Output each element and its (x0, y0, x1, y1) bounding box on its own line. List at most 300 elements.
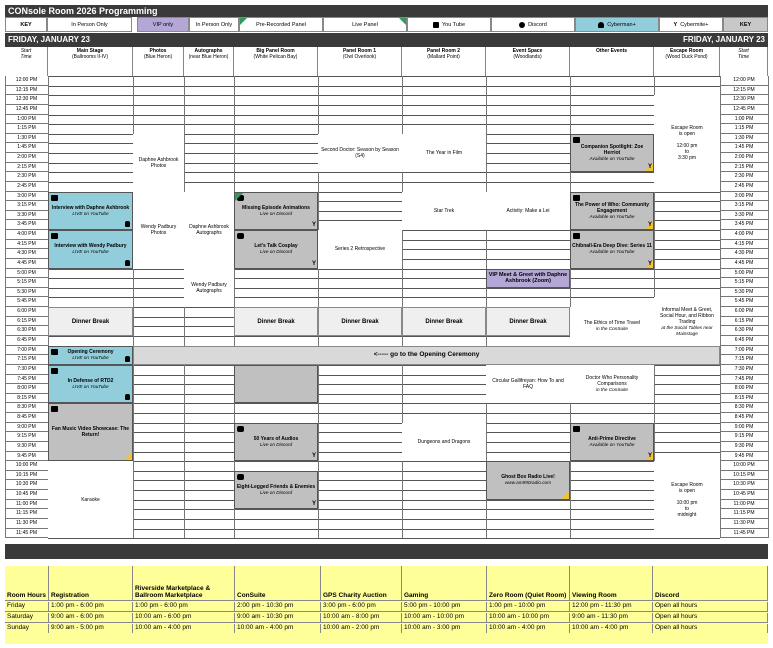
time-label: 6:00 PM (720, 307, 768, 317)
event-title: Karaoke (81, 496, 100, 503)
grid-line (48, 519, 720, 520)
column-header (318, 47, 402, 76)
youtube-icon (51, 406, 58, 412)
key-cell (189, 17, 239, 32)
time-label: 2:00 PM (5, 153, 48, 163)
ev-dinner-4 (234, 307, 318, 336)
time-label: 4:15 PM (5, 240, 48, 250)
hours-cell: 10:00 am - 4:00 pm (570, 624, 653, 633)
hours-cell: 10:00 am - 4:00 pm (487, 624, 570, 633)
day-label-left: FRIDAY, JANUARY 23 (8, 35, 90, 44)
time-label: 7:45 PM (5, 375, 48, 385)
time-label: 1:15 PM (720, 124, 768, 134)
time-label: 9:15 PM (720, 432, 768, 442)
time-label: 5:45 PM (720, 297, 768, 307)
time-label: 8:45 PM (5, 413, 48, 423)
time-label: 11:00 PM (720, 500, 768, 510)
day-bar (5, 33, 768, 47)
hours-cell: 10:00 am - 10:00 pm (487, 613, 570, 622)
key-label: Cyberman+ (607, 21, 636, 28)
grid-line (48, 490, 720, 491)
live-marker-icon (399, 18, 406, 25)
column-header (402, 47, 486, 76)
hours-cell: Sunday (5, 624, 49, 633)
hours-cell: 10:00 am - 8:00 pm (321, 613, 402, 622)
time-label: 2:45 PM (5, 182, 48, 192)
time-label: 1:45 PM (720, 143, 768, 153)
column-header-subtitle: (Mallard Point) (427, 54, 460, 60)
time-label: 6:30 PM (720, 326, 768, 336)
time-label: 3:00 PM (720, 192, 768, 202)
event-title: Daphne Ashbrook Autographs (189, 224, 229, 237)
youtube-icon (573, 137, 580, 143)
time-label: 9:30 PM (720, 442, 768, 452)
event-subtitle: Live on Discord (259, 490, 293, 496)
hours-column-header: Discord (653, 566, 768, 600)
column-header (654, 47, 720, 76)
time-label: 4:15 PM (720, 240, 768, 250)
cyberman-icon (125, 356, 130, 362)
key-cell (491, 17, 575, 32)
time-label: 8:30 PM (720, 403, 768, 413)
time-label: 7:00 PM (720, 346, 768, 356)
event-title: Activity: Make a Lei (506, 207, 550, 214)
column-divider (5, 76, 6, 538)
time-label: 8:15 PM (5, 394, 48, 404)
column-divider (720, 76, 721, 538)
time-label: 9:15 PM (5, 432, 48, 442)
column-header (570, 47, 654, 76)
column-divider (184, 76, 185, 538)
hours-cell: 10:00 am - 2:00 pm (321, 624, 402, 633)
ev-fan-video (48, 403, 133, 461)
ev-dinner-6 (402, 307, 486, 336)
hours-column-header: Registration (49, 566, 133, 600)
time-label: 7:30 PM (720, 365, 768, 375)
ev-dinner-7 (486, 307, 570, 336)
schedule-footer-bar (5, 544, 768, 559)
hours-cell: 9:00 am - 11:30 pm (570, 613, 653, 622)
hours-column-header: ConSuite (235, 566, 321, 600)
discord-icon (237, 474, 244, 480)
grid-line (48, 95, 720, 96)
event-subtitle: LIVE on YouTube (72, 355, 109, 361)
event-title: Escape Room (671, 125, 703, 132)
ev-companion (570, 134, 654, 173)
column-header-subtitle: (near Blue Heron) (188, 54, 229, 60)
event-subtitle: at the Social Tables near Mainstage (661, 324, 713, 336)
cyberman-icon (125, 221, 130, 227)
time-label: 5:45 PM (5, 297, 48, 307)
ev-interview-wendy (48, 230, 133, 269)
hours-cell: 9:00 am - 10:30 pm (235, 613, 321, 622)
cybermite-icon: Y (311, 501, 316, 508)
event-title: Let's Talk Cosplay (254, 243, 298, 250)
key-label: VIP only (152, 21, 174, 28)
column-header-title: Panel Room 2 (426, 48, 461, 54)
hours-cell: Open all hours (653, 613, 768, 622)
time-label: 7:00 PM (5, 346, 48, 356)
time-label: 1:00 PM (720, 115, 768, 125)
column-header-title: Autographs (194, 48, 223, 54)
column-header (133, 47, 184, 76)
event-title: 50 Years of Audios (253, 435, 299, 442)
event-title: The Ethics of Time Travel (583, 320, 641, 327)
hours-cell: 10:00 am - 10:00 pm (402, 613, 487, 622)
event-subtitle: Available on YouTube (589, 156, 635, 162)
event-title: Star Trek (433, 207, 455, 214)
hours-cell: 10:00 am - 4:00 pm (235, 624, 321, 633)
column-header (184, 47, 234, 76)
time-label: 3:15 PM (720, 201, 768, 211)
time-label: 7:15 PM (5, 355, 48, 365)
event-title: Eight-Legged Friends & Enemies (236, 484, 316, 491)
time-label: 12:15 PM (720, 86, 768, 96)
youtube-icon (51, 368, 58, 374)
column-header (486, 47, 570, 76)
column-header (48, 47, 133, 76)
ev-dinner-1 (48, 307, 133, 336)
hours-column-header: Viewing Room (570, 566, 653, 600)
time-label: 4:45 PM (720, 259, 768, 269)
key-cell (137, 17, 189, 32)
event-title: Interview with Wendy Padbury (54, 243, 127, 250)
key-cell (407, 17, 491, 32)
time-label: 3:00 PM (5, 192, 48, 202)
ev-series2 (318, 230, 402, 269)
time-label: 5:15 PM (720, 278, 768, 288)
room-hours-table (5, 566, 768, 644)
event-title: Anti-Prime Directive (588, 435, 636, 442)
time-label: 12:45 PM (5, 105, 48, 115)
event-title: Doctor Who Personality Comparisons (585, 375, 639, 388)
time-label: 8:30 PM (5, 403, 48, 413)
ev-star-trek (402, 192, 486, 231)
ev-chibnall (570, 230, 654, 269)
time-label: 6:00 PM (5, 307, 48, 317)
hours-cell: 5:00 pm - 10:00 pm (402, 602, 487, 611)
event-title: Ghost Box Radio Live! (501, 474, 555, 481)
time-label: 1:45 PM (5, 143, 48, 153)
ev-daphne-photos (133, 134, 184, 192)
column-header-subtitle: (Owl Overlook) (342, 54, 377, 60)
hours-row-divider (5, 611, 768, 612)
hours-cell: Open all hours (653, 602, 768, 611)
event-title: midnight (677, 511, 697, 518)
time-label: 9:30 PM (5, 442, 48, 452)
key-cell (5, 17, 47, 32)
event-title: Dinner Break (425, 318, 463, 325)
key-cell (239, 17, 323, 32)
time-label: 6:15 PM (720, 317, 768, 327)
event-title: 10:00 pm (676, 499, 698, 506)
time-label: 10:30 PM (720, 480, 768, 490)
cybermite-icon: Y (647, 164, 652, 171)
hours-cell: 2:00 pm - 10:30 pm (235, 602, 321, 611)
time-label: 11:30 PM (5, 519, 48, 529)
grid-line (48, 509, 720, 510)
time-label: 11:15 PM (5, 509, 48, 519)
time-label: 12:00 PM (720, 76, 768, 86)
key-cell (659, 17, 723, 32)
time-label: 8:45 PM (720, 413, 768, 423)
event-title: Interview with Daphne Ashbrook (51, 204, 130, 211)
column-header (234, 47, 318, 76)
grid-line (48, 471, 720, 472)
youtube-icon (51, 349, 58, 355)
key-cell (723, 17, 768, 32)
event-title: Dinner Break (71, 318, 110, 325)
hours-cell: Open all hours (653, 624, 768, 633)
time-label: 6:30 PM (5, 326, 48, 336)
key-cell (323, 17, 407, 32)
hours-cell: Friday (5, 602, 49, 611)
grid-line (48, 461, 720, 462)
event-title: Dungeons and Dragons (417, 438, 471, 445)
hours-column-header: Riverside Marketplace & Ballroom Marketplace (133, 566, 235, 600)
grid-line (48, 413, 720, 414)
time-label: 2:30 PM (5, 172, 48, 182)
hours-cell: 9:00 am - 5:00 pm (49, 624, 133, 633)
time-label: 12:45 PM (720, 105, 768, 115)
time-label: 2:00 PM (720, 153, 768, 163)
cybermite-icon: Y (673, 21, 678, 28)
time-label: 3:45 PM (5, 220, 48, 230)
column-header-subtitle: Time (737, 54, 750, 60)
youtube-icon (573, 233, 580, 239)
column-header-title: Event Space (512, 48, 543, 54)
ev-cosplay (234, 230, 318, 269)
ev-ghost-box (486, 461, 570, 500)
ev-rtd2 (48, 365, 133, 404)
event-subtitle: LIVE on YouTube (72, 384, 109, 390)
ev-daphne-auto (184, 192, 234, 269)
time-label: 10:45 PM (5, 490, 48, 500)
event-title: Dinner Break (257, 318, 295, 325)
ev-vip-meet (486, 269, 570, 288)
ev-interview-daphne (48, 192, 133, 231)
time-label: 12:30 PM (5, 95, 48, 105)
discord-icon (237, 233, 244, 239)
time-label: 1:30 PM (720, 134, 768, 144)
ev-50-audios (234, 423, 318, 462)
time-label: 5:15 PM (5, 278, 48, 288)
event-title: Companion Spotlight: Zoe Herriot (580, 144, 644, 157)
key-label: KEY (20, 21, 32, 28)
column-header-subtitle: (Blue Heron) (143, 54, 173, 60)
grid-line (48, 269, 720, 270)
time-label: 10:15 PM (720, 471, 768, 481)
time-label: 12:15 PM (5, 86, 48, 96)
time-label: 11:45 PM (720, 529, 768, 539)
youtube-icon (51, 233, 58, 239)
grid-line (48, 529, 720, 530)
cybermite-marker-icon (124, 452, 132, 460)
key-cell (575, 17, 659, 32)
time-label: 11:00 PM (5, 500, 48, 510)
key-row (5, 17, 768, 32)
time-label: 3:30 PM (5, 211, 48, 221)
event-subtitle: in the ConSuite (595, 387, 629, 393)
cybermite-icon: Y (311, 453, 316, 460)
time-label: 4:30 PM (5, 249, 48, 259)
time-label: 4:00 PM (5, 230, 48, 240)
event-title: Daphne Ashbrook Photos (138, 156, 179, 169)
cybermite-icon: Y (647, 222, 652, 229)
ev-bigpanel-grey (234, 365, 318, 404)
event-title: Circular Gallifreyan: How To and FAQ (492, 378, 564, 391)
cyberman-icon (125, 260, 130, 266)
time-label: 8:00 PM (5, 384, 48, 394)
event-title: is open (678, 487, 696, 494)
ev-karaoke (48, 461, 133, 538)
key-label: Pre-Recorded Panel (256, 21, 306, 28)
time-label: 10:30 PM (5, 480, 48, 490)
time-label: 9:00 PM (720, 423, 768, 433)
column-header-title: Escape Room (669, 48, 704, 54)
event-title: VIP Meet & Greet with Daphne Ashbrook (Zoom) (488, 272, 568, 285)
column-header (5, 47, 48, 76)
time-label: 4:00 PM (720, 230, 768, 240)
time-label: 8:00 PM (720, 384, 768, 394)
event-subtitle: Live on Discord (259, 441, 293, 447)
hours-cell: 9:00 am - 6:00 pm (49, 613, 133, 622)
event-subtitle: in the ConSuite (595, 326, 629, 332)
grid-line (48, 403, 720, 404)
time-label: 6:45 PM (720, 336, 768, 346)
key-label: Live Panel (352, 21, 378, 28)
hours-cell: 10:00 am - 3:00 pm (402, 624, 487, 633)
cyberman-icon (125, 394, 130, 400)
time-label: 6:15 PM (5, 317, 48, 327)
event-subtitle: Available on YouTube (589, 441, 635, 447)
column-header-subtitle: (Wood Duck Pond) (665, 54, 708, 60)
time-label: 10:45 PM (720, 490, 768, 500)
time-label: 2:15 PM (720, 163, 768, 173)
grid-line (48, 538, 720, 539)
event-title: Wendy Padbury Photos (140, 224, 177, 237)
key-label: Discord (528, 21, 547, 28)
youtube-icon (573, 426, 580, 432)
ev-opening (48, 346, 133, 365)
time-label: 3:30 PM (720, 211, 768, 221)
event-subtitle: www.am990radio.com (504, 480, 552, 486)
time-label: 4:30 PM (720, 249, 768, 259)
youtube-icon (51, 195, 58, 201)
ev-missing-episode (234, 192, 318, 231)
key-label: You Tube (441, 21, 466, 28)
ev-escape-open-2 (654, 461, 720, 538)
hours-column-header: GPS Charity Auction (321, 566, 402, 600)
ev-personality (570, 365, 654, 404)
cybermite-icon: Y (647, 453, 652, 460)
hours-column-header: Zero Room (Quiet Room) (487, 566, 570, 600)
time-label: 5:30 PM (5, 288, 48, 298)
time-label: 2:45 PM (720, 182, 768, 192)
column-header-title: Big Panel Room (256, 48, 295, 54)
key-label: Cybermite+ (680, 21, 709, 28)
column-header-title: Start (738, 48, 749, 54)
event-title: Dinner Break (341, 318, 379, 325)
grid-line (48, 115, 720, 116)
cybermite-icon: Y (311, 260, 316, 267)
hours-cell: 1:00 pm - 6:00 pm (133, 602, 235, 611)
event-title: Fan Music Video Showcase: The Return! (51, 426, 130, 439)
time-label: 9:45 PM (5, 452, 48, 462)
event-title: The Year in Film (425, 150, 463, 157)
time-label: 2:15 PM (5, 163, 48, 173)
ev-dinner-5 (318, 307, 402, 336)
hours-column-header: Room Hours (5, 566, 49, 600)
event-title: Informal Meet & Greet, Social Hour, and Ribbon Trading (660, 306, 714, 325)
ev-wendy-photos (133, 192, 184, 269)
youtube-icon (433, 22, 439, 28)
ev-circular (486, 365, 570, 404)
cybermite-marker-icon (561, 491, 569, 499)
event-title: Opening Ceremony (67, 349, 114, 356)
grid-line (48, 480, 720, 481)
time-label: 11:15 PM (720, 509, 768, 519)
time-label: 9:00 PM (5, 423, 48, 433)
event-title: Series 2 Retrospective (334, 246, 386, 253)
event-title: Wendy Padbury Autographs (191, 281, 227, 294)
grid-line (48, 297, 720, 298)
discord-icon (519, 22, 525, 28)
ev-ethics (570, 307, 654, 346)
event-title: 12:00 pm (676, 143, 698, 150)
event-title: Missing Episode Animations (242, 204, 310, 211)
day-label-right: FRIDAY, JANUARY 23 (683, 35, 765, 44)
column-header-title: Start (20, 48, 32, 54)
ev-power-of-who (570, 192, 654, 231)
ev-informal (654, 297, 720, 345)
hours-row-divider (5, 622, 768, 623)
key-label: In Person Only (195, 21, 233, 28)
event-title: The Power of Who: Community Engagement (574, 201, 650, 214)
grid-line (48, 124, 720, 125)
time-label: 7:30 PM (5, 365, 48, 375)
time-label: 8:15 PM (720, 394, 768, 404)
time-label: 5:30 PM (720, 288, 768, 298)
ev-dungeons (402, 423, 486, 462)
time-label: 4:45 PM (5, 259, 48, 269)
hours-cell: 1:00 pm - 6:00 pm (49, 602, 133, 611)
event-title: to (684, 149, 690, 156)
hours-column-header: Gaming (402, 566, 487, 600)
time-label: 12:30 PM (720, 95, 768, 105)
hours-cell: 3:00 pm - 6:00 pm (321, 602, 402, 611)
event-subtitle: Available on YouTube (589, 249, 635, 255)
column-divider (768, 76, 769, 538)
time-label: 10:00 PM (5, 461, 48, 471)
time-label: 10:00 PM (720, 461, 768, 471)
time-label: 5:00 PM (720, 269, 768, 279)
column-header-title: Main Stage (76, 48, 104, 54)
time-label: 9:45 PM (720, 452, 768, 462)
ev-anti-prime (570, 423, 654, 462)
time-label: 6:45 PM (5, 336, 48, 346)
hours-cell: 10:00 am - 6:00 pm (133, 613, 235, 622)
ev-eight-legged (234, 471, 318, 510)
event-title: Chibnall-Era Deep Dive: Series 11 (572, 243, 652, 250)
column-header-title: Other Events (595, 48, 628, 54)
event-subtitle: LIVE on YouTube (72, 249, 109, 255)
time-label: 5:00 PM (5, 269, 48, 279)
hours-cell: 12:00 pm - 11:30 pm (570, 602, 653, 611)
ev-wendy-auto (184, 269, 234, 308)
grid-line (48, 105, 720, 106)
column-header-title: Panel Room 1 (342, 48, 377, 54)
